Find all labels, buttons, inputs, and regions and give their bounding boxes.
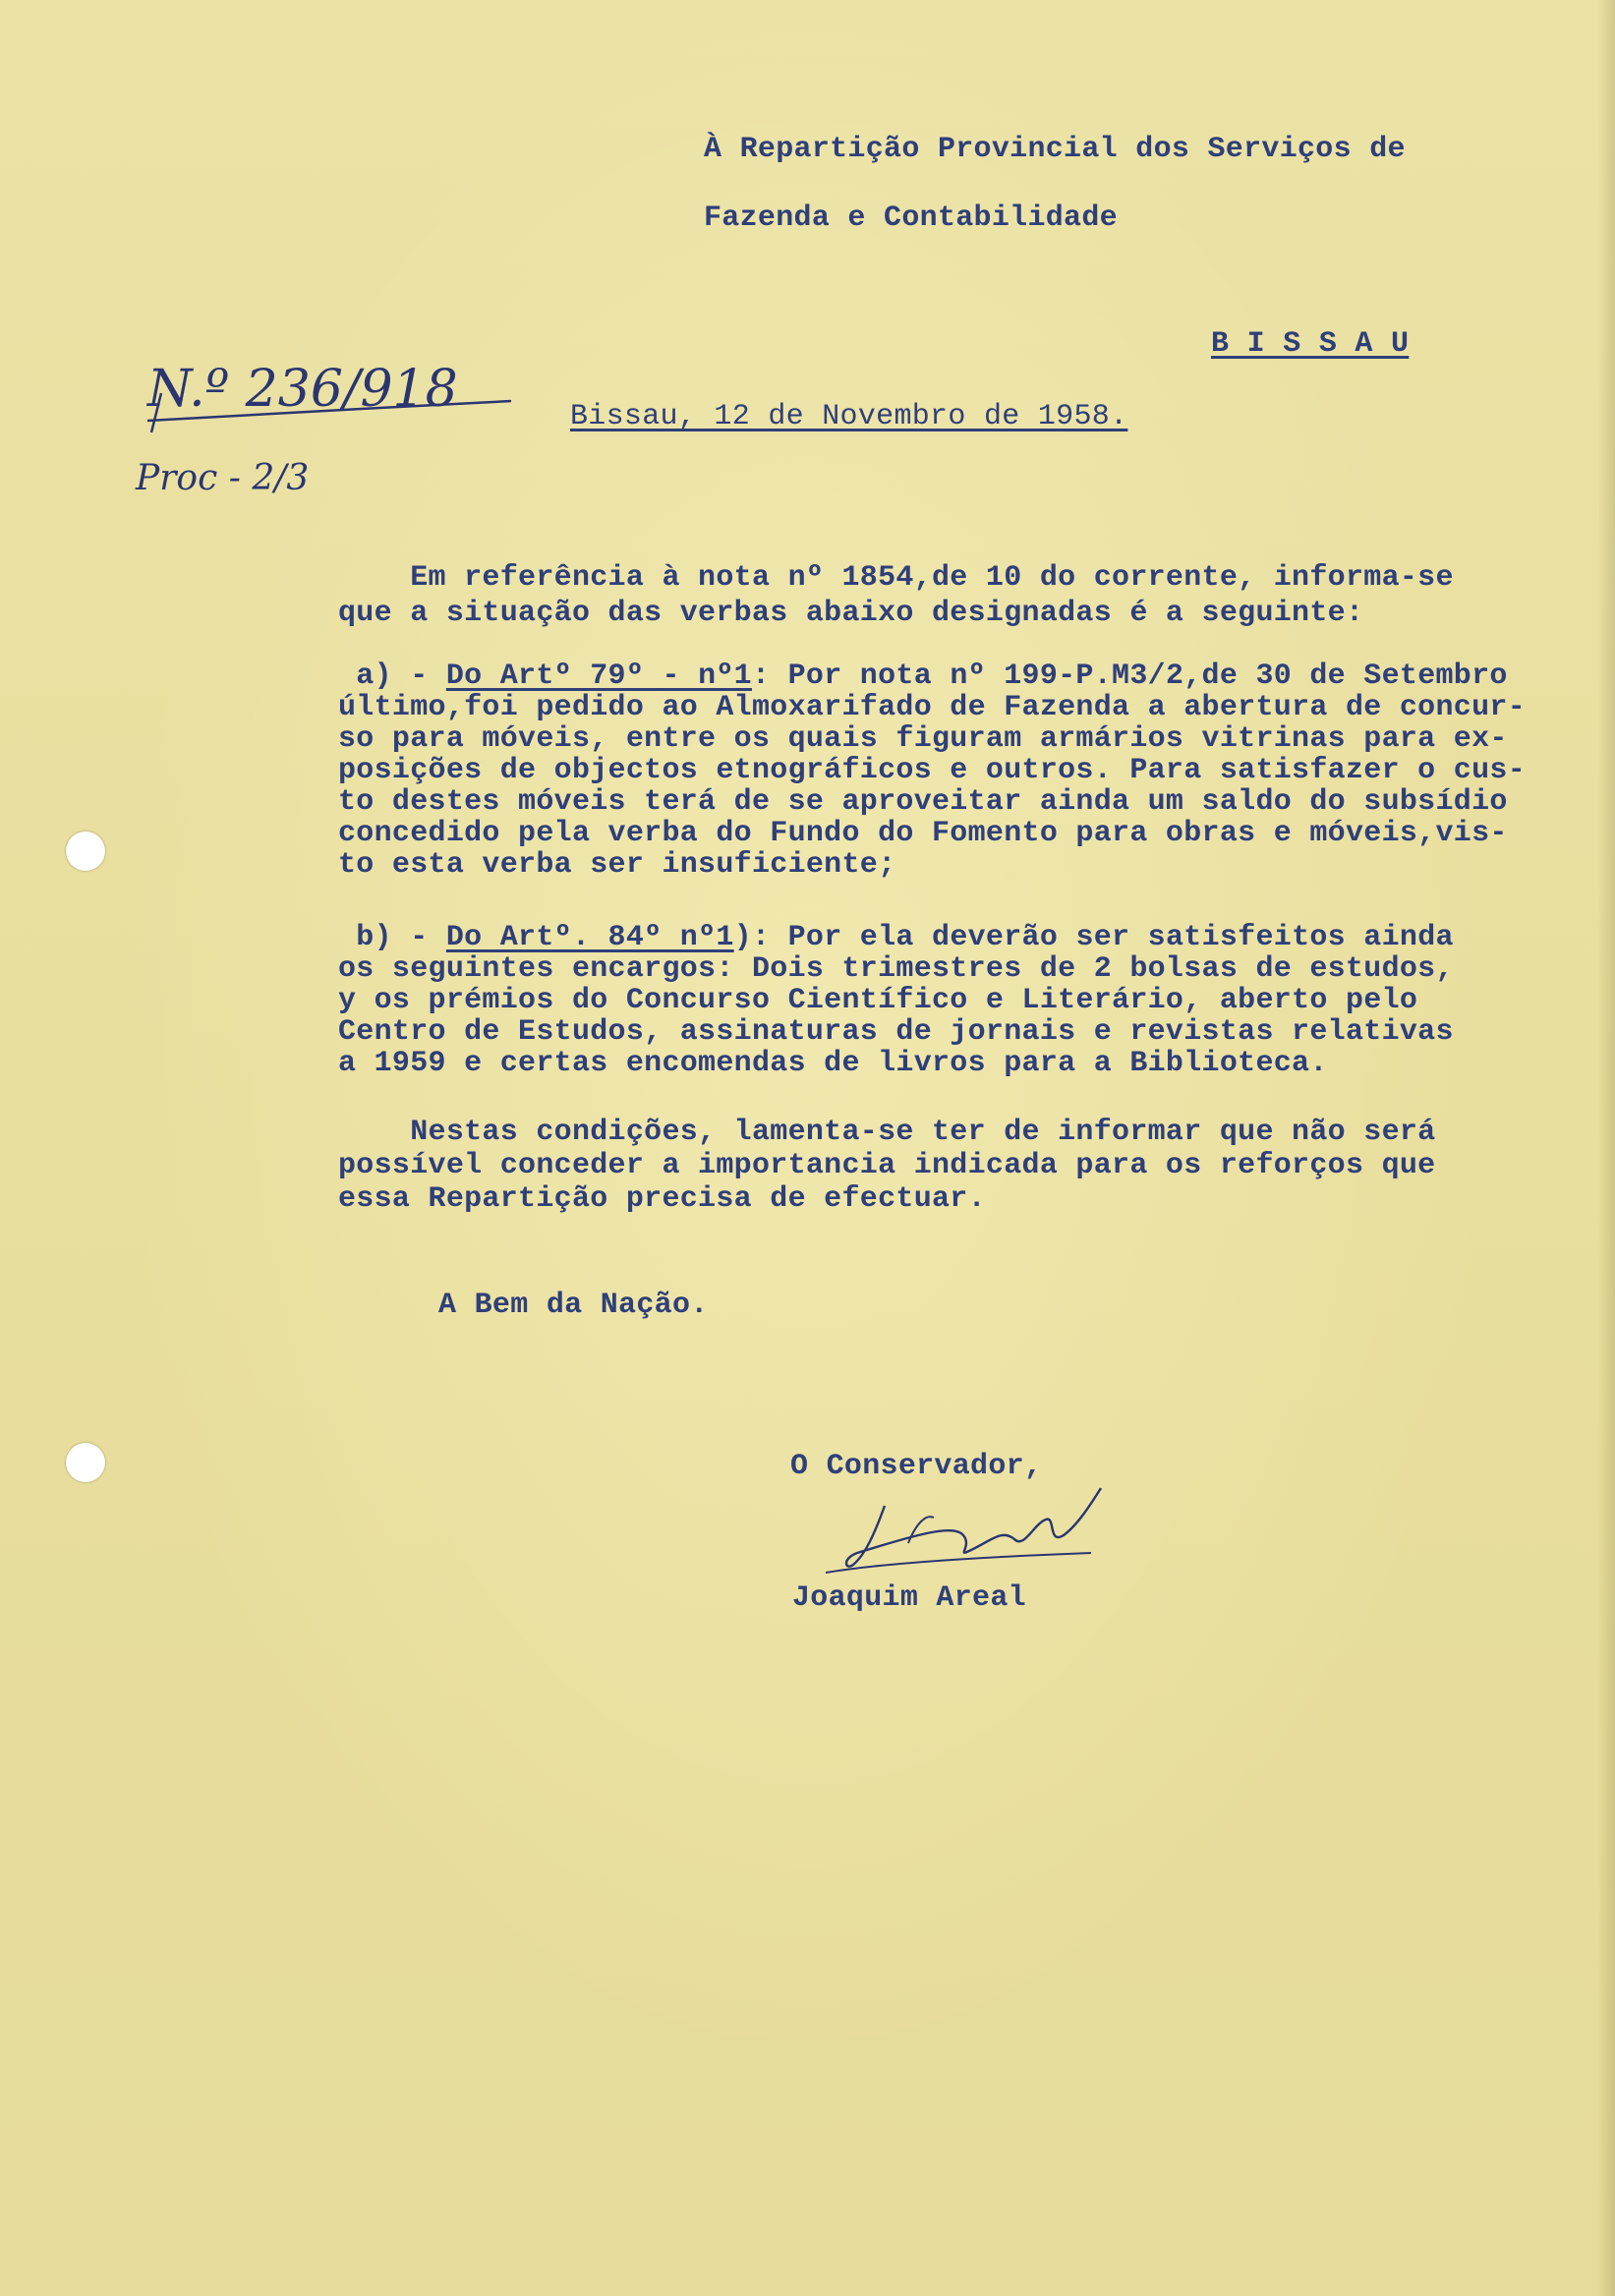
signatory-name: Joaquim Areal [792,1581,1026,1615]
item-a-line: so para móveis, entre os quais figuram armários vitrinas para ex- [338,722,1508,756]
page-edge-shadow [1597,0,1615,2296]
handwritten-reference-underline [138,393,531,432]
punch-hole-bottom [66,1443,105,1482]
addressee-line-1: À Repartição Provincial dos Serviços de [704,133,1406,166]
item-b-prefix: b) - [338,921,446,954]
item-a-line: concedido pela verba do Fundo do Fomento para obras e móveis,vis- [338,817,1508,850]
item-a-line: último,foi pedido ao Almoxarifado de Fazenda a abertura de concur- [338,691,1526,724]
intro-line-2: que a situação das verbas abaixo designadas é a seguinte: [338,597,1364,630]
item-b-line: os seguintes encargos: Dois trimestres de 2 bolsas de estudos, [338,952,1454,986]
item-a-first-rest: : Por nota nº 199-P.M3/2,de 30 de Setembro [751,660,1508,693]
punch-hole-top [66,832,105,871]
letter-date: Bissau, 12 de Novembro de 1958. [570,400,1128,433]
item-b-line: y os prémios do Concurso Científico e Literário, aberto pelo [338,984,1418,1017]
item-a-first-line [338,660,1508,692]
handwritten-reference-number: N.º 236/918 [147,360,458,419]
item-b-line: Centro de Estudos, assinaturas de jornais e revistas relativas [338,1015,1454,1049]
item-a-line: to esta verba ser insuficiente; [338,848,896,882]
closing-phrase: A Bem da Nação. [438,1289,709,1322]
conclusion-line: possível conceder a importancia indicada para os reforços que [338,1149,1436,1182]
conclusion-line: Nestas condições, lamenta-se ter de informar que não será [338,1116,1436,1149]
item-b-first-rest: ): Por ela deverão ser satisfeitos ainda [733,921,1454,954]
item-a-heading: Do Artº 79º - nº1 [445,660,752,693]
item-b-first-line [338,922,1454,953]
addressee-city: B I S S A U [1211,327,1410,361]
handwritten-signature [806,1474,1121,1582]
conclusion-line: essa Repartição precisa de efectuar. [338,1182,986,1216]
signatory-title: O Conservador, [790,1450,1043,1483]
intro-line-1: Em referência à nota nº 1854,de 10 do corrente, informa-se [338,561,1454,595]
item-b-line: a 1959 e certas encomendas de livros para a Biblioteca. [338,1047,1328,1080]
item-a-prefix: a) - [338,660,446,693]
handwritten-process-code: Proc - 2/3 [136,458,310,498]
item-a-line: posições de objectos etnográficos e outros. Para satisfazer o cus- [338,754,1526,787]
item-a-line: to destes móveis terá de se aproveitar ainda um saldo do subsídio [338,785,1508,819]
addressee-line-2: Fazenda e Contabilidade [704,201,1118,235]
item-b-heading: Do Artº. 84º nº1 [445,921,734,954]
